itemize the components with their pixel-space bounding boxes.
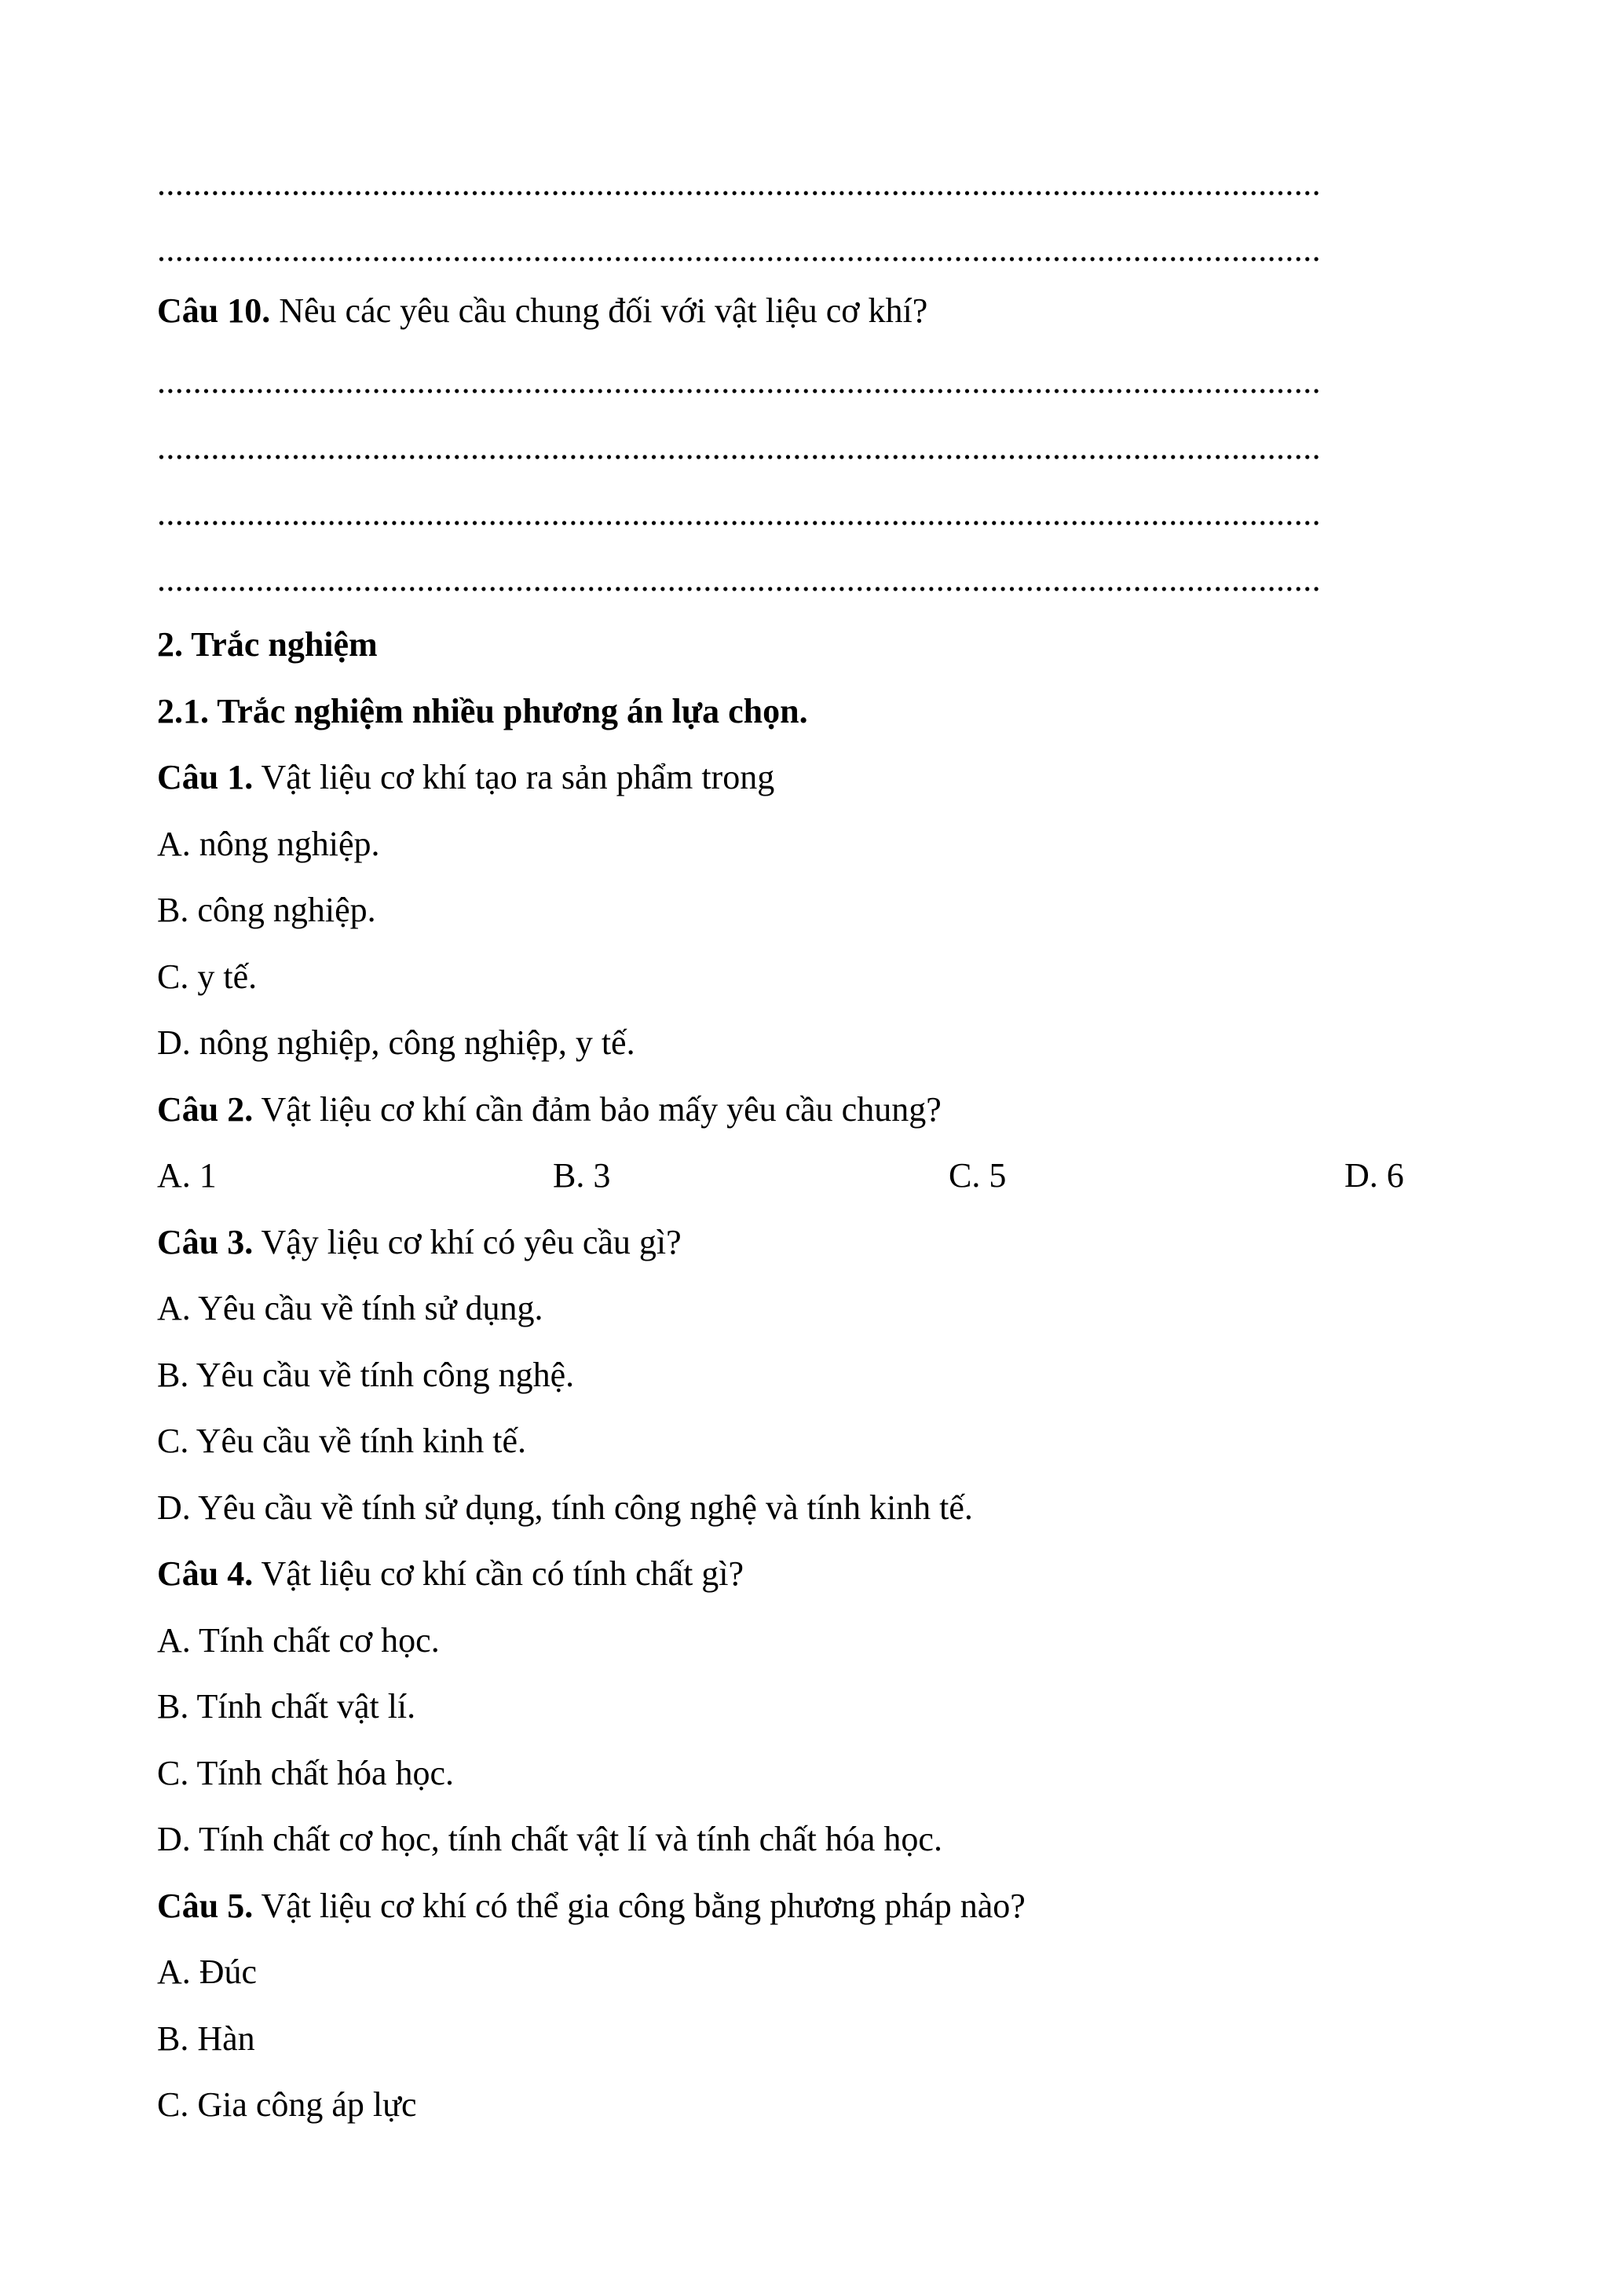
answer-option: B. Tính chất vật lí. <box>157 1687 416 1726</box>
answer-dotted-line: .................................................................................................................................. <box>157 230 1321 269</box>
question-text: Vật liệu cơ khí cần có tính chất gì? <box>253 1554 744 1593</box>
answer-dotted-line: .................................................................................................................................. <box>157 560 1321 598</box>
answer-option: B. công nghiệp. <box>157 891 376 929</box>
section-heading: 2. Trắc nghiệm <box>157 625 378 664</box>
answer-option: C. Gia công áp lực <box>157 2085 417 2124</box>
answer-option: D. Yêu cầu về tính sử dụng, tính công nghệ và tính kinh tế. <box>157 1488 973 1527</box>
answer-option: D. nông nghiệp, công nghiệp, y tế. <box>157 1023 635 1062</box>
question-5 <box>157 1886 1465 1927</box>
question-2 <box>157 1089 1465 1130</box>
question-label: Câu 5. <box>157 1887 254 1925</box>
question-label: Câu 2. <box>157 1090 254 1129</box>
answer-option: B. 3 <box>553 1156 611 1195</box>
question-label: Câu 4. <box>157 1554 254 1593</box>
question-10 <box>157 291 1465 331</box>
answer-option: B. Yêu cầu về tính công nghệ. <box>157 1356 575 1394</box>
answer-option: D. Tính chất cơ học, tính chất vật lí và tính chất hóa học. <box>157 1820 942 1858</box>
answer-option: C. Tính chất hóa học. <box>157 1754 454 1792</box>
subsection-heading: 2.1. Trắc nghiệm nhiều phương án lựa chọn. <box>157 692 808 730</box>
answer-option: B. Hàn <box>157 2019 255 2058</box>
question-text: Vật liệu cơ khí tạo ra sản phẩm trong <box>253 758 775 796</box>
question-label: Câu 1. <box>157 758 254 796</box>
question-label: Câu 10. <box>157 291 271 330</box>
answer-option: D. 6 <box>1344 1156 1404 1195</box>
answer-dotted-line: .................................................................................................................................. <box>157 494 1321 533</box>
answer-option: A. Đúc <box>157 1953 258 1991</box>
question-4 <box>157 1554 1465 1594</box>
answer-option: C. 5 <box>949 1156 1007 1195</box>
question-text: Nêu các yêu cầu chung đối với vật liệu cơ khí? <box>270 291 928 330</box>
answer-option: A. Yêu cầu về tính sử dụng. <box>157 1289 543 1327</box>
question-text: Vật liệu cơ khí cần đảm bảo mấy yêu cầu chung? <box>253 1090 942 1129</box>
question-3 <box>157 1222 1465 1263</box>
answer-option: A. nông nghiệp. <box>157 825 380 863</box>
question-text: Vật liệu cơ khí có thể gia công bằng phương pháp nào? <box>253 1887 1026 1925</box>
question-1 <box>157 757 1465 798</box>
answer-option: C. Yêu cầu về tính kinh tế. <box>157 1422 527 1460</box>
answer-option: C. y tế. <box>157 957 258 996</box>
question-text: Vậy liệu cơ khí có yêu cầu gì? <box>253 1223 682 1261</box>
answer-dotted-line: .................................................................................................................................. <box>157 362 1321 401</box>
answer-option: A. Tính chất cơ học. <box>157 1621 440 1660</box>
answer-dotted-line: .................................................................................................................................. <box>157 164 1321 203</box>
question-label: Câu 3. <box>157 1223 254 1261</box>
answer-option: A. 1 <box>157 1156 217 1195</box>
answer-dotted-line: .................................................................................................................................. <box>157 428 1321 467</box>
